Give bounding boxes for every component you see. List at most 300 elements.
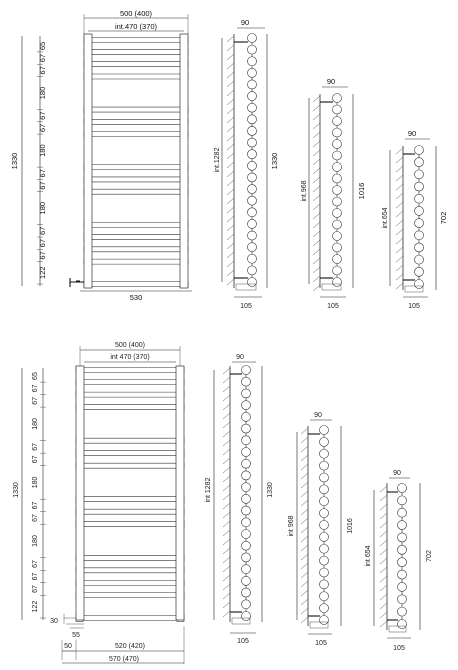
bar-profile [398, 533, 407, 542]
bar-profile [248, 231, 257, 240]
wall-hatch [301, 554, 308, 560]
wall-hatch [396, 157, 403, 163]
bar-profile [398, 570, 407, 579]
bar-profile [248, 57, 257, 66]
wall-hatch [301, 572, 308, 578]
wall-hatch [313, 222, 320, 228]
wall-hatch [227, 252, 234, 258]
wall-hatch [301, 518, 308, 524]
bar-profile [248, 126, 257, 135]
wall-hatch [223, 458, 230, 464]
bar-profile [320, 509, 329, 518]
wall-hatch [223, 476, 230, 482]
wall-hatch [223, 557, 230, 563]
bar-profile [242, 401, 251, 410]
towel-bar [78, 380, 182, 385]
wall-hatch [227, 225, 234, 231]
wall-hatch [313, 123, 320, 129]
bar-profile [320, 449, 329, 458]
top-front-valve-icon [70, 278, 84, 287]
wall-hatch [313, 177, 320, 183]
bar-profile [248, 45, 257, 54]
bottom-front-view [13, 342, 184, 664]
bar-profile [242, 612, 251, 621]
wall-hatch [301, 599, 308, 605]
wall-hatch [396, 265, 403, 271]
bar-profile [333, 243, 342, 252]
bar-profile [398, 545, 407, 554]
bar-profile [248, 103, 257, 112]
bar-profile [415, 280, 424, 289]
spacing-label: 180 [38, 144, 47, 157]
wall-hatch [396, 148, 403, 154]
wall-hatch [380, 495, 387, 501]
wall-hatch [223, 602, 230, 608]
bar-profile [333, 186, 342, 195]
wall-hatch [227, 162, 234, 168]
towel-bar [78, 522, 182, 527]
top-front-left-rail [84, 34, 92, 288]
wall-hatch [301, 491, 308, 497]
wall-hatch [227, 279, 234, 285]
top-side2-int-label: int.968 [301, 180, 308, 202]
wall-hatch [301, 437, 308, 443]
bar-profile [320, 497, 329, 506]
bar-profile [398, 484, 407, 493]
towel-bar [78, 568, 182, 573]
bar-profile [398, 607, 407, 616]
wall-hatch [301, 590, 308, 596]
bar-profile [415, 243, 424, 252]
top-front-width-label: 500 (400) [119, 9, 153, 18]
wall-hatch [313, 159, 320, 165]
bar-profile [248, 34, 257, 43]
bottom-side3-top-label: 90 [393, 470, 401, 477]
bar-profile [398, 595, 407, 604]
bottom-side3-int-label: int 654 [365, 545, 372, 567]
bar-profile [320, 461, 329, 470]
wall-hatch [380, 585, 387, 591]
bottom-side2-bar-profiles [308, 426, 329, 629]
bar-profile [320, 556, 329, 565]
wall-hatch [223, 575, 230, 581]
wall-hatch [223, 467, 230, 473]
bar-profile [398, 620, 407, 629]
top-side2-height-label: 1016 [357, 182, 366, 200]
bar-profile [242, 424, 251, 433]
towel-bar [86, 247, 186, 252]
spacing-label: 67 [38, 111, 47, 120]
bar-profile [242, 366, 251, 375]
spacing-label: 67 [32, 443, 39, 451]
wall-hatch [396, 211, 403, 217]
wall-hatch [223, 368, 230, 374]
wall-hatch [380, 594, 387, 600]
spacing-label: 65 [32, 372, 39, 380]
wall-hatch [380, 549, 387, 555]
bottom-side1-int-label: int 1282 [205, 477, 212, 503]
bar-profile [415, 231, 424, 240]
wall-hatch [227, 144, 234, 150]
towel-bar [86, 235, 186, 240]
wall-hatch [223, 494, 230, 500]
wall-hatch [313, 276, 320, 282]
top-drawing [10, 9, 448, 310]
wall-hatch [227, 216, 234, 222]
bottom-side3-height-label: 702 [426, 550, 433, 562]
bottom-side1-bar-profiles [230, 366, 251, 625]
towel-bar [86, 282, 186, 287]
wall-hatch [396, 166, 403, 172]
wall-hatch [223, 485, 230, 491]
bar-profile [242, 459, 251, 468]
wall-hatch [227, 243, 234, 249]
bar-profile [242, 494, 251, 503]
bar-profile [248, 80, 257, 89]
towel-bar [86, 189, 186, 194]
bar-profile [320, 485, 329, 494]
wall-hatch [396, 193, 403, 199]
towel-bar [86, 107, 186, 112]
bar-profile [248, 92, 257, 101]
top-side1-bottom-label: 105 [240, 303, 252, 310]
wall-hatch [223, 566, 230, 572]
bar-profile [248, 196, 257, 205]
bottom-front-spacing-labels [32, 372, 46, 618]
towel-bar [78, 580, 182, 585]
wall-hatch [313, 249, 320, 255]
towel-bar [86, 165, 186, 170]
towel-bar [78, 451, 182, 456]
top-side-view-3 [382, 129, 448, 310]
bar-profile [320, 437, 329, 446]
wall-hatch [227, 90, 234, 96]
bottom-front-width3-label: 570 (470) [109, 656, 139, 663]
wall-hatch [223, 512, 230, 518]
wall-hatch [223, 593, 230, 599]
wall-hatch [223, 386, 230, 392]
bottom-side2-int-label: int 968 [288, 515, 295, 537]
bar-profile [333, 94, 342, 103]
towel-bar [86, 74, 186, 79]
wall-hatch [301, 545, 308, 551]
bar-profile [415, 146, 424, 155]
bar-profile [415, 170, 424, 179]
bar-profile [248, 219, 257, 228]
bar-profile [415, 182, 424, 191]
wall-hatch [223, 413, 230, 419]
bottom-front-int-label: int 470 (370) [110, 354, 150, 361]
spacing-label: 122 [38, 266, 47, 280]
spacing-label: 67 [32, 501, 39, 510]
bottom-side2-top-label: 90 [314, 412, 322, 419]
bottom-front-left-rail [76, 366, 84, 620]
wall-hatch [227, 117, 234, 123]
bar-profile [333, 220, 342, 229]
wall-hatch [227, 36, 234, 42]
wall-hatch [313, 186, 320, 192]
spacing-label: 67 [32, 455, 39, 464]
bar-profile [242, 576, 251, 585]
wall-hatch [313, 267, 320, 273]
bar-profile [248, 254, 257, 263]
bottom-front-50-label: 50 [64, 643, 72, 650]
bottom-front-towel-bars [76, 367, 184, 622]
bar-profile [320, 426, 329, 435]
top-front-right-rail [180, 34, 188, 288]
wall-hatch [396, 256, 403, 262]
wall-hatch [380, 522, 387, 528]
bar-profile [398, 582, 407, 591]
bottom-side3-bottom-label: 105 [393, 645, 405, 652]
bar-profile [333, 128, 342, 137]
wall-hatch [301, 446, 308, 452]
bottom-side2-height-label: 1016 [347, 518, 354, 534]
wall-hatch [396, 175, 403, 181]
bar-profile [242, 518, 251, 527]
wall-hatch [396, 274, 403, 280]
top-side2-bottom-label: 105 [327, 303, 339, 310]
wall-hatch [396, 220, 403, 226]
top-front-bottom-label: 530 [129, 293, 143, 302]
spacing-label: 67 [32, 572, 39, 581]
wall-hatch [301, 617, 308, 623]
top-side-view-2 [301, 77, 366, 310]
bar-profile [248, 138, 257, 147]
bar-profile [398, 508, 407, 517]
wall-hatch [301, 500, 308, 506]
bar-profile [248, 243, 257, 252]
bar-profile [242, 471, 251, 480]
wall-hatch [313, 114, 320, 120]
wall-hatch [223, 431, 230, 437]
wall-hatch [313, 96, 320, 102]
spacing-label: 67 [32, 384, 39, 393]
wall-hatch [227, 198, 234, 204]
top-side1-int-label: int.1282 [214, 147, 221, 173]
bar-profile [248, 161, 257, 170]
towel-bar [78, 463, 182, 468]
wall-hatch [227, 126, 234, 132]
bar-profile [333, 232, 342, 241]
wall-hatch [227, 180, 234, 186]
bar-profile [415, 267, 424, 276]
wall-hatch [396, 184, 403, 190]
bar-profile [242, 506, 251, 515]
towel-bar [86, 38, 186, 43]
wall-hatch [313, 168, 320, 174]
top-side1-height-label: 1330 [270, 152, 279, 170]
bar-profile [398, 521, 407, 530]
wall-hatch [223, 521, 230, 527]
wall-hatch [313, 141, 320, 147]
bar-profile [248, 115, 257, 124]
bottom-side-view-2 [288, 412, 354, 647]
top-front-view [10, 9, 192, 302]
wall-hatch [223, 395, 230, 401]
towel-bar [86, 49, 186, 54]
wall-hatch [313, 231, 320, 237]
bottom-front-width-label: 500 (400) [115, 342, 145, 349]
wall-hatch [223, 548, 230, 554]
bar-profile [333, 151, 342, 160]
top-side2-bar-profiles [320, 94, 342, 291]
wall-hatch [227, 99, 234, 105]
bar-profile [242, 412, 251, 421]
wall-hatch [301, 509, 308, 515]
wall-hatch [227, 63, 234, 69]
bottom-side1-top-label: 90 [236, 354, 244, 361]
towel-bar [78, 405, 182, 410]
wall-hatch [396, 202, 403, 208]
wall-hatch [227, 261, 234, 267]
bar-profile [333, 105, 342, 114]
spacing-label: 67 [38, 239, 47, 248]
spacing-label: 122 [32, 600, 39, 613]
bar-profile [415, 158, 424, 167]
wall-hatch [223, 404, 230, 410]
wall-hatch [380, 612, 387, 618]
bar-profile [320, 580, 329, 589]
towel-bar [86, 119, 186, 124]
bar-profile [320, 521, 329, 530]
wall-hatch [301, 482, 308, 488]
wall-hatch [380, 513, 387, 519]
wall-hatch [396, 283, 403, 289]
bar-profile [320, 532, 329, 541]
bar-profile [320, 616, 329, 625]
bar-profile [333, 209, 342, 218]
wall-hatch [301, 608, 308, 614]
towel-bar [86, 62, 186, 67]
towel-bar [86, 132, 186, 137]
wall-hatch [380, 531, 387, 537]
bar-profile [248, 150, 257, 159]
bar-profile [242, 448, 251, 457]
spacing-label: 180 [38, 201, 47, 215]
spacing-label: 67 [38, 169, 47, 178]
bar-profile [242, 436, 251, 445]
wall-hatch [380, 486, 387, 492]
bar-profile [333, 197, 342, 206]
spacing-label: 67 [38, 251, 47, 260]
wall-hatch [301, 536, 308, 542]
bar-profile [242, 541, 251, 550]
wall-hatch [227, 207, 234, 213]
bottom-front-right-rail [176, 366, 184, 620]
bar-profile [248, 266, 257, 275]
wall-hatch [227, 45, 234, 51]
bar-profile [242, 588, 251, 597]
bottom-side-view-3 [365, 470, 433, 652]
bar-profile [242, 483, 251, 492]
bar-profile [242, 565, 251, 574]
top-side3-top-label: 90 [407, 129, 417, 138]
top-side1-bar-profiles [234, 34, 257, 291]
bottom-side3-bar-profiles [387, 484, 407, 633]
wall-hatch [313, 195, 320, 201]
bar-profile [415, 219, 424, 228]
wall-hatch [380, 504, 387, 510]
wall-hatch [223, 422, 230, 428]
bar-profile [320, 592, 329, 601]
spacing-label: 180 [32, 535, 39, 547]
wall-hatch [301, 563, 308, 569]
wall-hatch [301, 581, 308, 587]
bottom-side-view-1 [205, 354, 274, 645]
top-side3-int-label: int.654 [382, 207, 389, 229]
wall-hatch [227, 270, 234, 276]
bar-profile [320, 568, 329, 577]
towel-bar [78, 593, 182, 598]
bar-profile [415, 206, 424, 215]
bottom-front-30-label: 30 [50, 618, 58, 625]
wall-hatch [301, 527, 308, 533]
top-side1-top-label: 90 [240, 18, 250, 27]
bottom-drawing [13, 342, 433, 664]
wall-hatch [223, 530, 230, 536]
spacing-label: 67 [38, 123, 47, 133]
spacing-label: 65 [38, 41, 47, 51]
spacing-label: 67 [38, 181, 47, 190]
wall-hatch [223, 377, 230, 383]
wall-hatch [227, 171, 234, 177]
bar-profile [242, 530, 251, 539]
bar-profile [248, 278, 257, 287]
spacing-label: 67 [32, 585, 39, 593]
spacing-label: 67 [38, 66, 47, 75]
spacing-label: 67 [32, 514, 39, 522]
wall-hatch [227, 54, 234, 60]
bottom-side1-bottom-label: 105 [237, 638, 249, 645]
spacing-label: 67 [32, 560, 39, 568]
wall-hatch [380, 576, 387, 582]
towel-bar [78, 616, 182, 621]
wall-hatch [227, 72, 234, 78]
wall-hatch [227, 135, 234, 141]
towel-bar [78, 438, 182, 443]
bar-profile [248, 68, 257, 77]
bar-profile [320, 544, 329, 553]
wall-hatch [223, 611, 230, 617]
wall-hatch [313, 285, 320, 291]
top-front-spacing-labels [37, 42, 47, 284]
top-front-towel-bars [84, 37, 188, 288]
wall-hatch [223, 449, 230, 455]
towel-bar [86, 259, 186, 264]
towel-bar [86, 222, 186, 227]
towel-bar [78, 392, 182, 397]
wall-hatch [313, 150, 320, 156]
spacing-label: 180 [32, 418, 39, 430]
wall-hatch [301, 428, 308, 434]
towel-bar [78, 497, 182, 502]
bar-profile [242, 553, 251, 562]
bottom-front-width2-label: 520 (420) [115, 643, 145, 650]
bar-profile [248, 173, 257, 182]
wall-hatch [313, 204, 320, 210]
wall-hatch [380, 558, 387, 564]
bar-profile [333, 163, 342, 172]
towel-bar [78, 555, 182, 560]
wall-hatch [223, 503, 230, 509]
bar-profile [398, 496, 407, 505]
top-side-view-1 [214, 18, 279, 310]
wall-hatch [227, 189, 234, 195]
bar-profile [415, 255, 424, 264]
bar-profile [333, 117, 342, 126]
bar-profile [333, 278, 342, 287]
